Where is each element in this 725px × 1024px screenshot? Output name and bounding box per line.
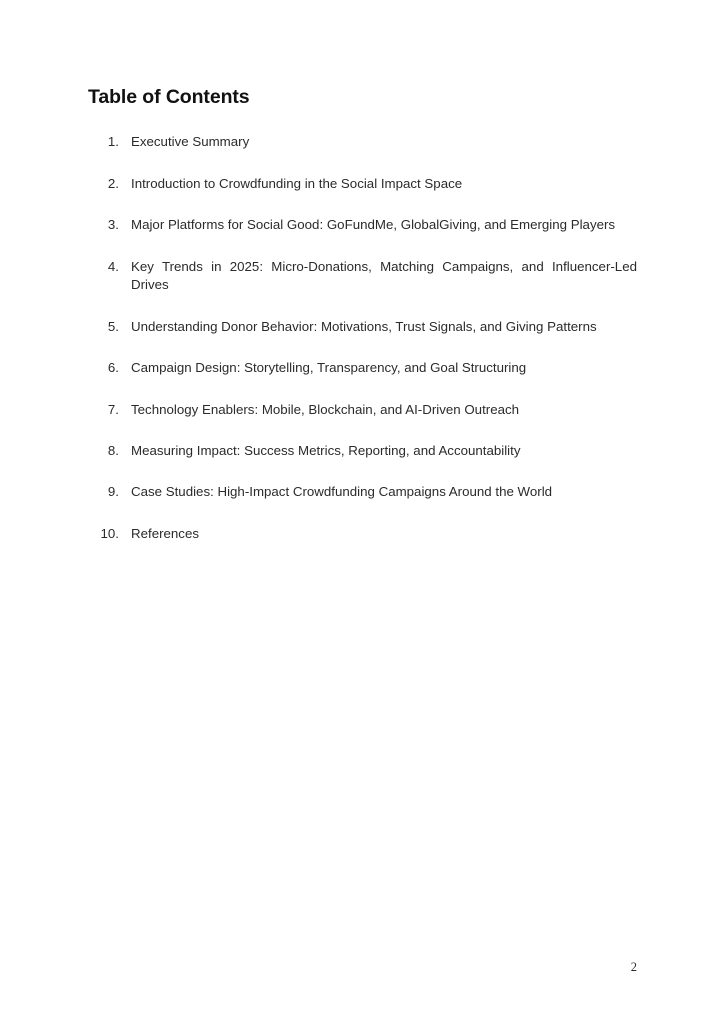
page-title: Table of Contents	[88, 86, 250, 108]
toc-entry-number: 8.	[107, 442, 119, 458]
toc-entry-number: 5.	[107, 318, 119, 334]
toc-entry[interactable]	[88, 175, 637, 194]
toc-entry-label: Measuring Impact: Success Metrics, Reporting, and Accountability	[131, 442, 521, 458]
toc-entry-label: Understanding Donor Behavior: Motivations, Trust Signals, and Giving Patterns	[131, 318, 597, 334]
toc-entry[interactable]	[88, 258, 637, 296]
page-content	[88, 86, 637, 544]
toc-entry-number: 3.	[107, 217, 119, 233]
toc-entry-label: References	[131, 525, 199, 541]
toc-entry-number: 2.	[107, 175, 119, 191]
toc-entry-number: 9.	[107, 484, 119, 500]
toc-entry[interactable]	[88, 133, 637, 152]
toc-entry-label: Case Studies: High-Impact Crowdfunding Campaigns Around the World	[131, 484, 553, 500]
toc-entry[interactable]	[88, 525, 637, 544]
toc-entry-label: Introduction to Crowdfunding in the Social Impact Space	[131, 175, 463, 191]
page-number: 2	[630, 960, 637, 974]
toc-entry-number: 4.	[107, 258, 119, 274]
toc-entry-label: Technology Enablers: Mobile, Blockchain, and AI-Driven Outreach	[131, 401, 520, 417]
toc-entry-label: Major Platforms for Social Good: GoFundMe, GlobalGiving, and Emerging Players	[131, 217, 616, 233]
toc-entry-number: 7.	[107, 401, 119, 417]
toc-entry-label: Key Trends in 2025: Micro-Donations, Matching Campaigns, and Influencer-Led Drives	[131, 258, 637, 293]
toc-entry-number: 6.	[107, 360, 119, 376]
toc-entry[interactable]	[88, 216, 637, 235]
toc-entry[interactable]	[88, 442, 637, 461]
toc-entry[interactable]	[88, 483, 637, 502]
toc-entry-number: 1.	[107, 134, 119, 150]
toc-entry[interactable]	[88, 401, 637, 420]
toc-entry[interactable]	[88, 359, 637, 378]
toc-entry-number: 10.	[100, 525, 119, 541]
toc-entry-label: Campaign Design: Storytelling, Transparency, and Goal Structuring	[131, 360, 527, 376]
toc-entry-label: Executive Summary	[131, 134, 250, 150]
table-of-contents-list	[88, 133, 637, 543]
toc-entry[interactable]	[88, 318, 637, 337]
